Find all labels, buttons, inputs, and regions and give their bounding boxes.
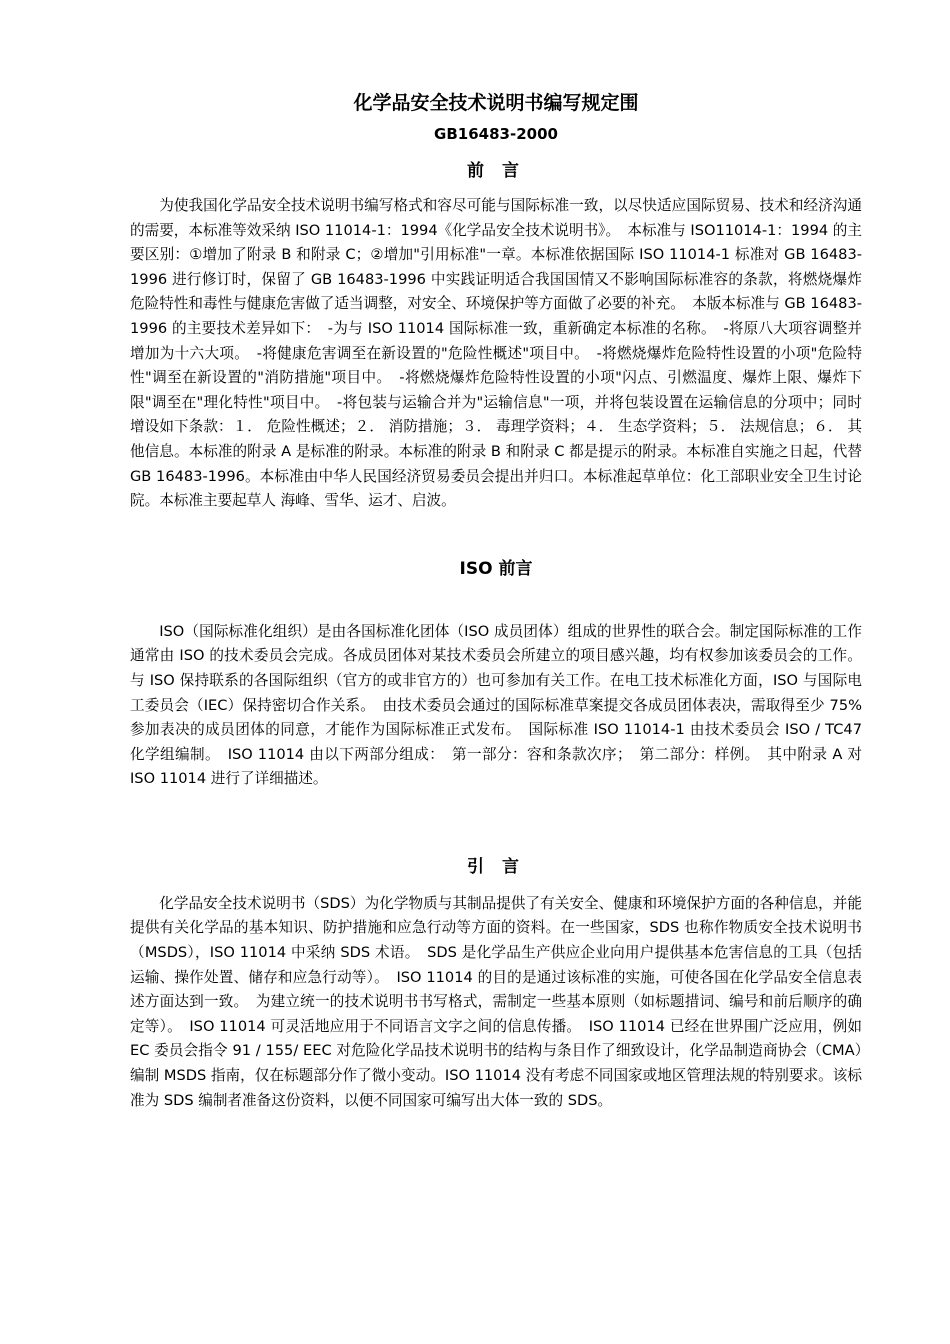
iso-foreword-heading: ISO 前言 <box>459 558 533 579</box>
document-page <box>130 88 862 1113</box>
foreword-heading: 前 言 <box>467 161 525 181</box>
introduction-heading: 引 言 <box>467 856 525 877</box>
iso-foreword-paragraph: ISO（国际标准化组织）是由各国标准化团体（ISO 成员团体）组成的世界性的联合会。制定国际标准的工作通常由 ISO 的技术委员会完成。各成员团体对某技术委员会所建立的项目感兴趣，均有权参加该委员会的工作。与 ISO 保持联系的各国际组织（官方的或非官方的）也可参加有关工作。在电工技术标准化方面，ISO 与国际电工委员会（IEC）保持密切合作关系。 由技术委员会通过的国际标准草案提交各成员团体表决，需取得至少 75%参加表决的成员团体的同意，才能作为国际标准正式发布。 国际标准 ISO 11014-1 由技术委员会 ISO / TC47 化学组编制。 ISO 11014 由以下两部分组成： 第一部分：容和条款次序； 第二部分：样例。 其中附录 A 对 ISO 11014 进行了详细描述。 <box>130 622 862 788</box>
introduction-paragraph: 化学品安全技术说明书（SDS）为化学物质与其制品提供了有关安全、健康和环境保护方面的各种信息，并能提供有关化学品的基本知识、防护措施和应急行动等方面的资料。在一些国家，SDS 也称作物质安全技术说明书（MSDS），ISO 11014 中采纳 SDS 术语。 SDS 是化学品生产供应企业向用户提供基本危害信息的工具（包括运输、操作处置、储存和应急行动等）。 ISO 11014 的目的是通过该标准的实施，可使各国在化学品安全信息表述方面达到一致。 为建立统一的技术说明书书写格式，需制定一些基本原则（如标题措词、编号和前后顺序的确定等）。 ISO 11014 可灵活地应用于不同语言文字之间的信息传播。 ISO 11014 已经在世界围广泛应用，例如 EC 委员会指令 91 / 155/ EEC 对危险化学品技术说明书的结构与条目作了细致设计，化学品制造商协会（CMA）编制 MSDS 指南，仅在标题部分作了微小变动。ISO 11014 没有考虑不同国家或地区管理法规的特别要求。该标准为 SDS 编制者准备这份资料，以便不同国家可编写出大体一致的 SDS。 <box>130 894 862 1109</box>
standard-code: GB16483-2000 <box>434 125 558 143</box>
document-title: 化学品安全技术说明书编写规定围 <box>353 92 639 114</box>
foreword-paragraph: 为使我国化学品安全技术说明书编写格式和容尽可能与国际标准一致，以尽快适应国际贸易、技术和经济沟通的需要，本标准等效采纳 ISO 11014-1：1994《化学品安全技术说明书》。 本标准与 ISO11014-1：1994 的主要区别：①增加了附录 B 和附录 C；②增加"引用标准"一章。本标准依据国际 ISO 11014-1 标准对 GB 16483-1996 进行修订时，保留了 GB 16483-1996 中实践证明适合我国国情又不影响国际标准容的条款，将燃烧爆炸危险特性和毒性与健康危害做了适当调整，对安全、环境保护等方面做了必要的补充。 本版本标准与 GB 16483-1996 的主要技术差异如下： -为与 ISO 11014 国际标准一致，重新确定本标准的名称。 -将原八大项容调整并增加为十六大项。 -将健康危害调至在新设置的"危险性概述"项目中。 -将燃烧爆炸危险特性设置的小项"危险特性"调至在新设置的"消防措施"项目中。 -将燃烧爆炸危险特性设置的小项"闪点、引燃温度、爆炸上限、爆炸下限"调至在"理化特性"项目中。 -将包装与运输合并为"运输信息"一项，并将包装设置在运输信息的分项中；同时增设如下条款：１． 危险性概述；２． 消防措施；３． 毒理学资料；４． 生态学资料；５． 法规信息；６． 其他信息。本标准的附录 A 是标准的附录。本标准的附录 B 和附录 C 都是提示的附录。本标准自实施之日起，代替 GB 16483-1996。本标准由中华人民国经济贸易委员会提出并归口。本标准起草单位：化工部职业安全卫生讨论院。本标准主要起草人 海峰、雪华、运才、启波。 <box>130 197 862 510</box>
